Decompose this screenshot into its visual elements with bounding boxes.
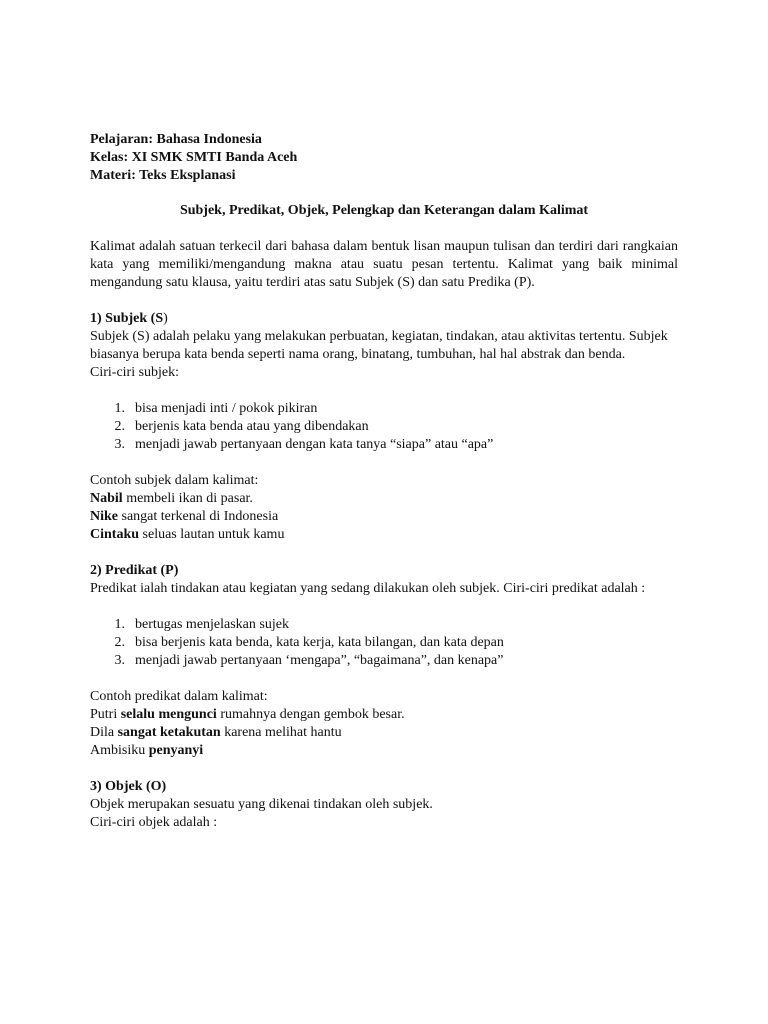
- example-predicate: sangat ketakutan: [117, 725, 221, 740]
- list-item: [90, 418, 678, 436]
- example-rest: membeli ikan di pasar.: [122, 491, 253, 506]
- example-pre: Dila: [90, 725, 118, 740]
- subjek-example: [90, 508, 678, 526]
- list-text: bertugas menjelaskan sujek: [135, 617, 289, 632]
- example-pre: Ambisiku: [90, 743, 149, 758]
- example-subject: Cintaku: [90, 527, 140, 542]
- list-text: menjadi jawab pertanyaan dengan kata tanya “siapa” atau “apa”: [135, 437, 494, 452]
- list-number: 1.: [114, 617, 125, 632]
- predikat-example-label: Contoh predikat dalam kalimat:: [90, 689, 268, 704]
- document-title: Subjek, Predikat, Objek, Pelengkap dan Keterangan dalam Kalimat: [179, 203, 589, 218]
- subject-line: Pelajaran: Bahasa Indonesia: [90, 132, 262, 147]
- predikat-ciri-list: [90, 616, 678, 670]
- list-number: 3.: [114, 437, 125, 452]
- list-text: bisa berjenis kata benda, kata kerja, kata bilangan, dan kata depan: [135, 635, 504, 650]
- list-text: menjadi jawab pertanyaan ‘mengapa”, “bagaimana”, dan kenapa”: [135, 653, 504, 668]
- subjek-heading: [90, 310, 678, 328]
- class-line: Kelas: XI SMK SMTI Banda Aceh: [90, 150, 298, 165]
- list-item: [90, 652, 678, 670]
- subjek-description: Subjek (S) adalah pelaku yang melakukan perbuatan, kegiatan, tindakan, atau aktivitas tertentu. Subjek biasanya berupa kata benda seperti nama orang, binatang, tumbuhan, hal hal abstrak dan benda.: [90, 329, 668, 362]
- list-text: berjenis kata benda atau yang dibendakan: [135, 419, 369, 434]
- list-number: 2.: [114, 419, 125, 434]
- example-rest: sangat terkenal di Indonesia: [118, 509, 279, 524]
- example-rest: rumahnya dengan gembok besar.: [216, 707, 405, 722]
- objek-ciri-label: Ciri-ciri objek adalah :: [90, 815, 218, 830]
- example-rest: karena melihat hantu: [220, 725, 342, 740]
- example-pre: Putri: [90, 707, 121, 722]
- objek-heading: 3) Objek (O): [90, 779, 167, 794]
- material-line: Materi: Teks Eksplanasi: [90, 168, 236, 183]
- list-text: bisa menjadi inti / pokok pikiran: [135, 401, 318, 416]
- document-page: [90, 131, 678, 832]
- example-predicate: penyanyi: [148, 743, 204, 758]
- subjek-example: [90, 490, 678, 508]
- intro-paragraph: Kalimat adalah satuan terkecil dari bahasa dalam bentuk lisan maupun tulisan dan terdiri dari rangkaian kata yang memiliki/mengandung makna atau suatu pesan tertentu. Kalimat yang baik minimal mengandung satu klausa, yaitu terdiri atas satu Subjek (S) dan satu Predika (P).: [90, 239, 678, 290]
- predikat-example: [90, 742, 678, 760]
- subjek-ciri-label: Ciri-ciri subjek:: [90, 365, 180, 380]
- predikat-description: Predikat ialah tindakan atau kegiatan yang sedang dilakukan oleh subjek. Ciri-ciri predikat adalah :: [90, 581, 646, 596]
- example-predicate: selalu mengunci: [120, 707, 217, 722]
- subjek-example: [90, 526, 678, 544]
- predikat-heading: 2) Predikat (P): [90, 563, 179, 578]
- list-item: [90, 616, 678, 634]
- list-number: 1.: [114, 401, 125, 416]
- list-item: [90, 634, 678, 652]
- list-item: [90, 400, 678, 418]
- example-subject: Nike: [90, 509, 118, 524]
- subjek-heading-main: 1) Subjek (S: [90, 311, 164, 326]
- example-subject: Nabil: [90, 491, 123, 506]
- list-number: 3.: [114, 653, 125, 668]
- predikat-example: [90, 724, 678, 742]
- subjek-heading-tail: ): [163, 311, 168, 326]
- example-rest: seluas lautan untuk kamu: [139, 527, 285, 542]
- list-number: 2.: [114, 635, 125, 650]
- objek-description: Objek merupakan sesuatu yang dikenai tindakan oleh subjek.: [90, 797, 433, 812]
- subjek-ciri-list: [90, 400, 678, 454]
- subjek-example-label: Contoh subjek dalam kalimat:: [90, 473, 259, 488]
- list-item: [90, 436, 678, 454]
- predikat-example: [90, 706, 678, 724]
